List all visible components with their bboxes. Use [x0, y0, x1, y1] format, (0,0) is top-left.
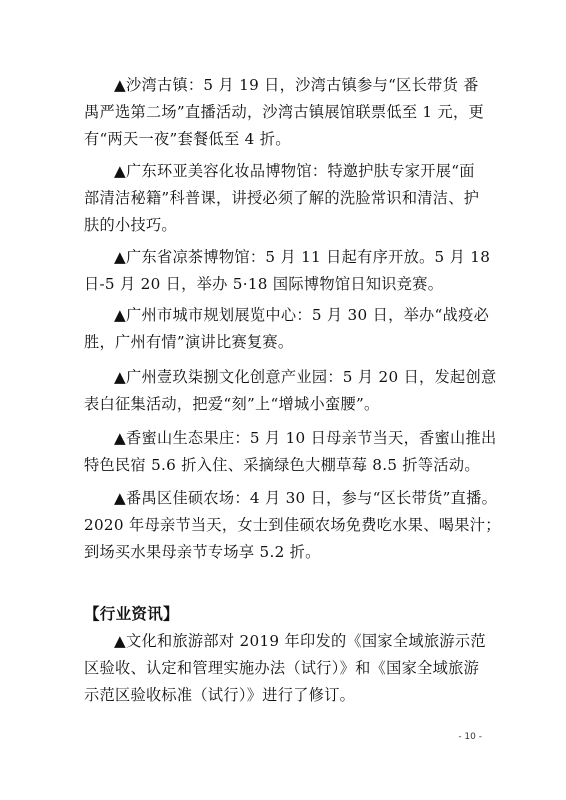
entry-line: 特色民宿 5.6 折入住、采摘绿色大棚草莓 8.5 折等活动。: [84, 456, 480, 474]
entry-line: 肤的小技巧。: [84, 216, 177, 234]
entry-line: 部清洁秘籍”科普课，讲授必须了解的洗脸常识和清洁、护: [84, 189, 480, 207]
entry-line: ▲广州市城市规划展览中心：5 月 30 日，举办“战疫必: [114, 306, 490, 324]
section-heading-industry-news: 【行业资讯】: [84, 604, 179, 623]
paragraph-line: ▲文化和旅游部对 2019 年印发的《国家全域旅游示范: [114, 632, 486, 650]
entry-herbal-tea-museum: [84, 244, 494, 298]
entry-shawan-ancient-town: [84, 72, 494, 153]
entry-line: ▲香蜜山生态果庄：5 月 10 日母亲节当天，香蜜山推出: [114, 429, 497, 447]
entry-line: 到场买水果母亲节专场享 5.2 折。: [84, 543, 321, 561]
paragraph-line: 示范区验收标准（试行）》进行了修订。: [84, 686, 356, 704]
entry-line: 胜，广州有情”演讲比赛复赛。: [84, 333, 294, 351]
entry-line: ▲沙湾古镇：5 月 19 日，沙湾古镇参与“区长带货 番: [114, 76, 479, 94]
entry-line: ▲广东省凉茶博物馆：5 月 11 日起有序开放。5 月 18: [114, 248, 491, 266]
entry-creative-industry-park: [84, 364, 497, 418]
entry-urban-planning-center: [84, 302, 494, 356]
entry-jiashuo-farm: [84, 485, 501, 566]
entry-line: 禺严选第二场”直播活动，沙湾古镇展馆联票低至 1 元，更: [84, 103, 484, 121]
paragraph-line: 区验收、认定和管理实施办法（试行）》和《国家全域旅游: [84, 659, 480, 677]
entry-line: 2020 年母亲节当天，女士到佳硕农场免费吃水果、喝果汁；: [84, 516, 501, 534]
page-number: - 10 -: [458, 732, 482, 742]
industry-news-paragraph: [84, 628, 494, 709]
entry-line: 有“两天一夜”套餐低至 4 折。: [84, 130, 291, 148]
entry-line: ▲广东环亚美容化妆品博物馆：特邀护肤专家开展“面: [114, 162, 475, 180]
entry-line: ▲广州壹玖柒捌文化创意产业园：5 月 20 日，发起创意: [114, 368, 497, 386]
entry-xiangmishan-orchard: [84, 425, 497, 479]
entry-cosmetics-museum: [84, 158, 494, 239]
entry-line: ▲番禺区佳硕农场：4 月 30 日，参与“区长带货”直播。: [114, 489, 498, 507]
entry-line: 表白征集活动，把爱“刻”上“增城小蛮腰”。: [84, 395, 380, 413]
entry-line: 日-5 月 20 日，举办 5·18 国际博物馆日知识竞赛。: [84, 275, 444, 293]
